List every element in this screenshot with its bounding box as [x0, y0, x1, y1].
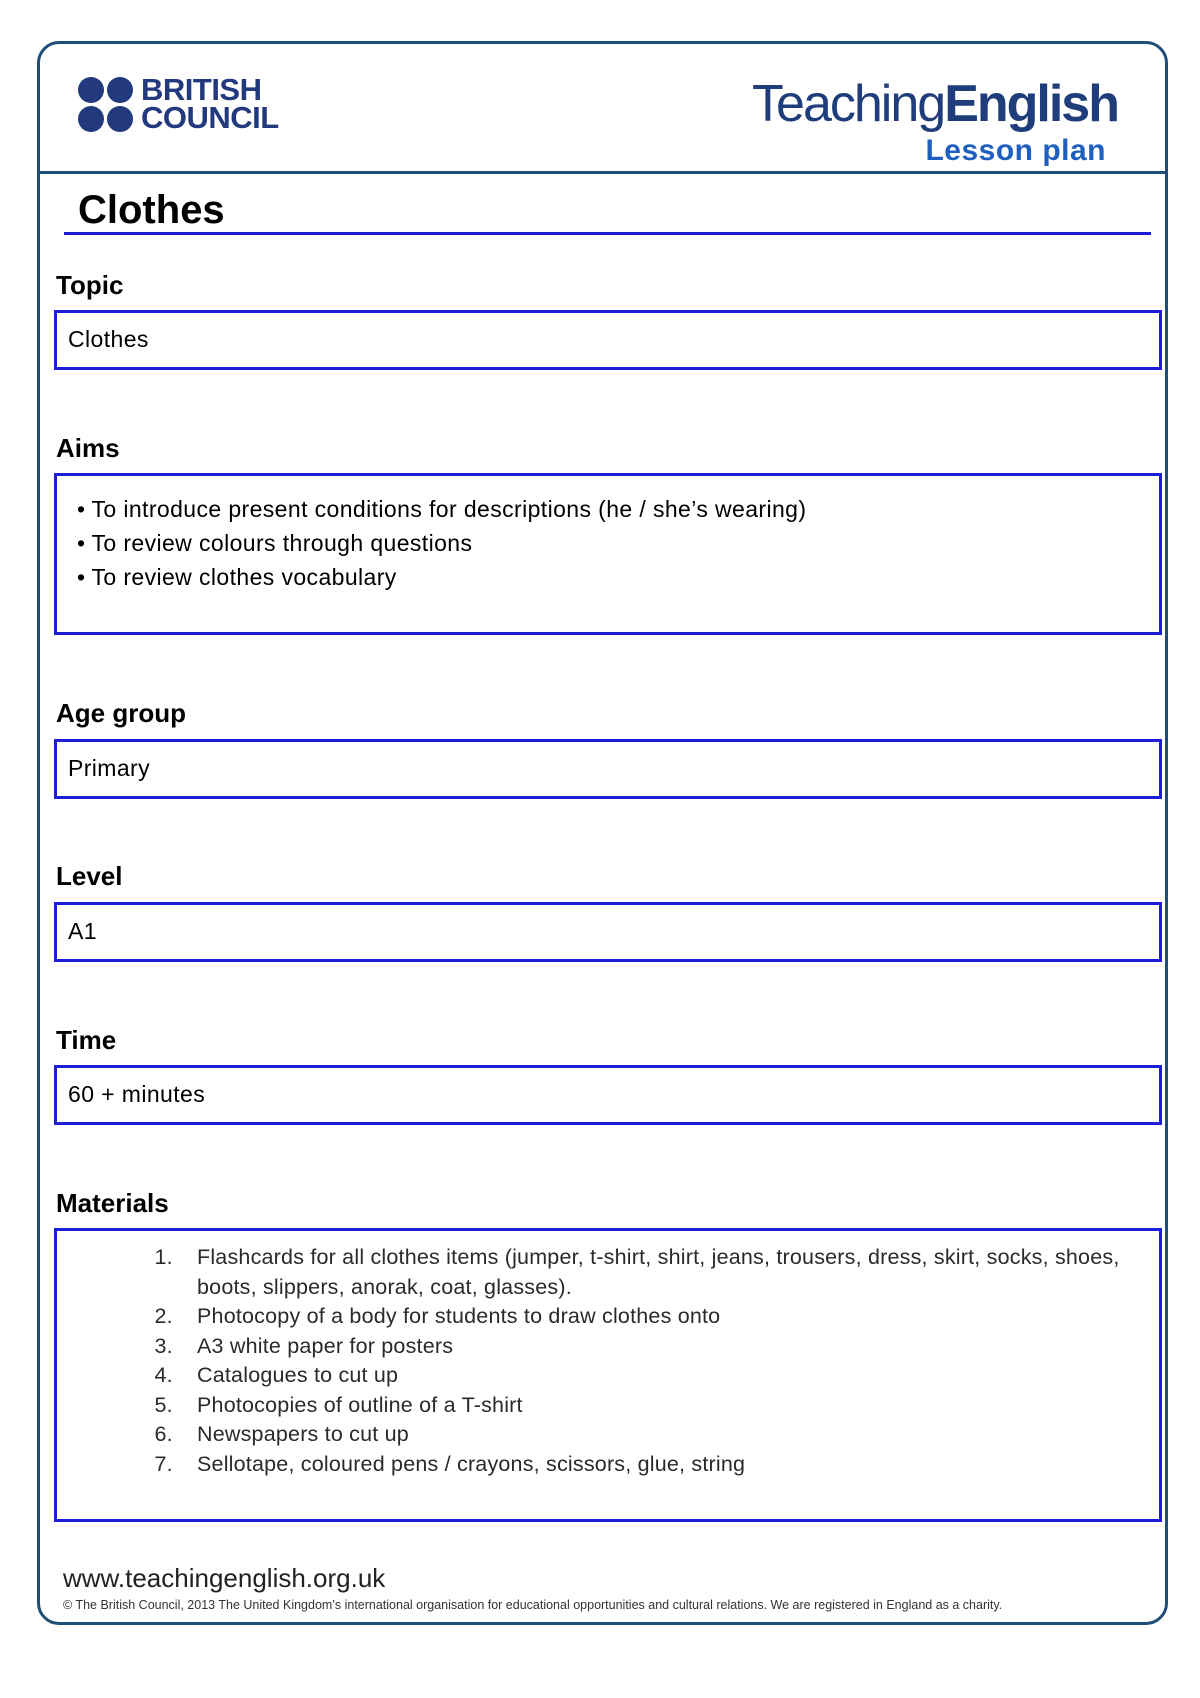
topic-box: [54, 310, 1162, 370]
aims-list: [57, 476, 1159, 594]
time-label: Time: [56, 1025, 117, 1055]
list-item: 6. Newspapers to cut up: [179, 1420, 1139, 1450]
materials-list: [57, 1231, 1159, 1479]
header-divider: [37, 171, 1168, 174]
page-title: Clothes: [78, 188, 225, 232]
list-item: • To review colours through questions: [77, 526, 1159, 560]
age-group-label: Age group: [56, 698, 186, 728]
lesson-plan-subtitle: Lesson plan: [925, 134, 1106, 167]
title-underline: [64, 232, 1151, 235]
teaching-english-wordmark: TeachingEnglish: [752, 75, 1118, 133]
topic-label: Topic: [56, 270, 124, 300]
list-item: 5. Photocopies of outline of a T-shirt: [179, 1391, 1139, 1421]
list-item: 2. Photocopy of a body for students to draw clothes onto: [179, 1302, 1139, 1332]
list-item: 3. A3 white paper for posters: [179, 1332, 1139, 1362]
time-value: 60 + minutes: [68, 1081, 206, 1107]
level-value: A1: [68, 918, 97, 944]
footer-url: www.teachingenglish.org.uk: [63, 1563, 386, 1593]
age-group-value: Primary: [68, 755, 151, 781]
teaching-english-logo: [752, 76, 1118, 168]
materials-box: [54, 1228, 1162, 1522]
list-item: 4. Catalogues to cut up: [179, 1361, 1139, 1391]
list-item: • To introduce present conditions for descriptions (he / she’s wearing): [77, 492, 1159, 526]
list-item: 1. Flashcards for all clothes items (jumper, t-shirt, shirt, jeans, trousers, dress, skirt, socks, shoes, boots, slippers, anorak, coat, glasses).: [179, 1243, 1139, 1302]
age-group-box: [54, 739, 1162, 799]
aims-box: [54, 473, 1162, 635]
topic-value: Clothes: [68, 326, 149, 352]
level-box: [54, 902, 1162, 962]
footer-copyright: © The British Council, 2013 The United Kingdom’s international organisation for educational opportunities and cultural relations. We are registered in England as a charity.: [63, 1598, 1003, 1612]
list-item: 7. Sellotape, coloured pens / crayons, scissors, glue, string: [179, 1450, 1139, 1480]
materials-label: Materials: [56, 1188, 169, 1218]
british-council-logo: [78, 72, 279, 135]
list-item: • To review clothes vocabulary: [77, 560, 1159, 594]
aims-label: Aims: [56, 433, 120, 463]
british-council-wordmark: BRITISH COUNCIL: [141, 72, 279, 135]
time-box: [54, 1065, 1162, 1125]
level-label: Level: [56, 861, 123, 891]
british-council-dots-icon: [78, 77, 133, 132]
